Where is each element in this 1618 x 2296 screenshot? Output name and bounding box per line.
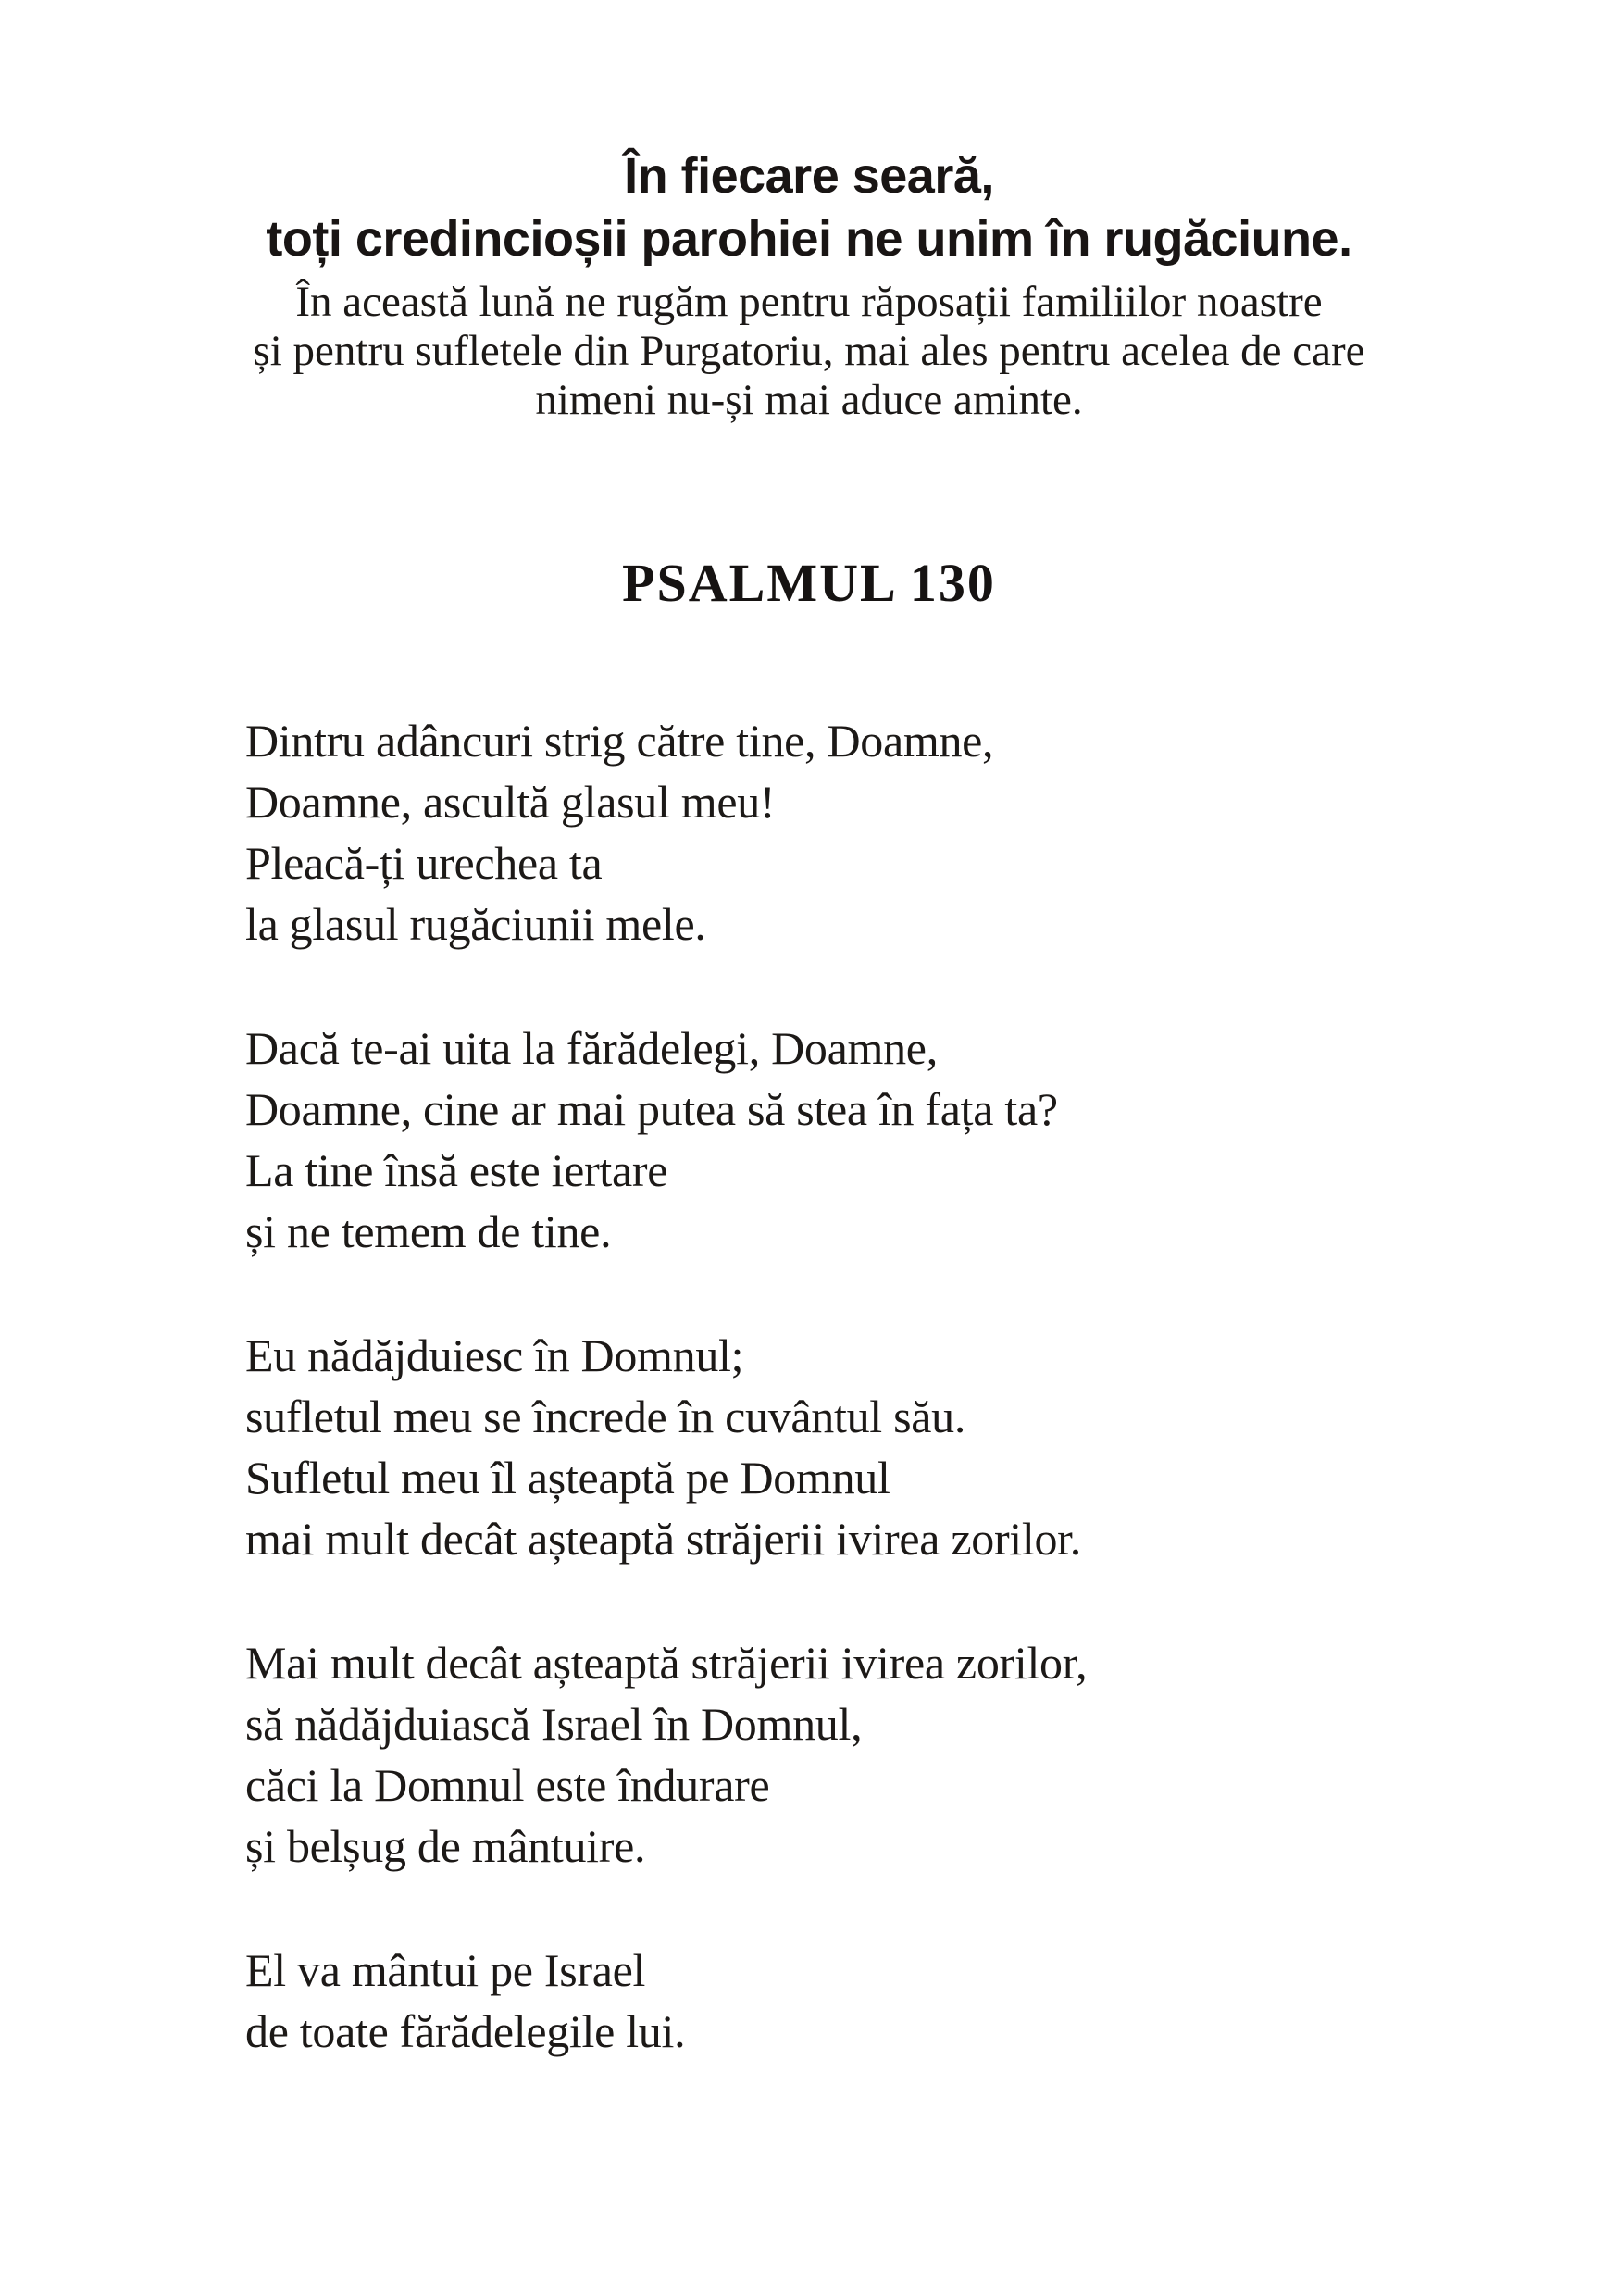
psalm-line: Doamne, cine ar mai putea să stea în fața ta? — [245, 1083, 1058, 1135]
psalm-line: la glasul rugăciunii mele. — [245, 898, 706, 950]
psalm-stanza-5 — [245, 1940, 1507, 2062]
psalm-line: El va mântui pe Israel — [245, 1944, 646, 1996]
psalm-body — [0, 710, 1618, 2062]
psalm-line: Dintru adâncuri strig către tine, Doamne, — [245, 715, 994, 767]
psalm-line: Eu nădăjduiesc în Domnul; — [245, 1329, 744, 1381]
announcement-header-line-1: În fiecare seară, — [624, 148, 994, 204]
psalm-line: Mai mult decât așteaptă străjerii ivirea zorilor, — [245, 1637, 1088, 1689]
announcement-header-line-2: toți credincioșii parohiei ne unim în rugăciune. — [266, 211, 1352, 267]
announcement-intro-line-1: În această lună ne rugăm pentru răposații familiilor noastre — [295, 278, 1323, 326]
psalm-line: sufletul meu se încrede în cuvântul său. — [245, 1391, 966, 1442]
psalm-line: Pleacă-ți urechea ta — [245, 837, 603, 889]
psalm-line: La tine însă este iertare — [245, 1144, 668, 1196]
psalm-title: PSALMUL 130 — [622, 553, 996, 613]
psalm-line: Dacă te-ai uita la fărădelegi, Doamne, — [245, 1022, 938, 1074]
psalm-stanza-2 — [245, 1017, 1507, 1262]
psalm-line: Sufletul meu îl așteaptă pe Domnul — [245, 1452, 890, 1504]
psalm-line: de toate fărădelegile lui. — [245, 2005, 686, 2057]
psalm-line: să nădăjduiască Israel în Domnul, — [245, 1698, 863, 1750]
psalm-line: Doamne, ascultă glasul meu! — [245, 776, 776, 828]
announcement-intro-line-2: și pentru sufletele din Purgatoriu, mai ales pentru acelea de care — [253, 327, 1365, 375]
psalm-line: căci la Domnul este îndurare — [245, 1759, 770, 1811]
announcement-header — [0, 144, 1618, 270]
psalm-line: mai mult decât așteaptă străjerii ivirea zorilor. — [245, 1513, 1081, 1565]
psalm-line: și belșug de mântuire. — [245, 1820, 646, 1872]
psalm-stanza-1 — [245, 710, 1507, 955]
psalm-line: și ne temem de tine. — [245, 1205, 612, 1257]
announcement-intro — [0, 278, 1618, 425]
announcement-intro-line-3: nimeni nu-și mai aduce aminte. — [535, 376, 1083, 424]
psalm-stanza-4 — [245, 1632, 1507, 1877]
psalm-stanza-3 — [245, 1325, 1507, 1569]
